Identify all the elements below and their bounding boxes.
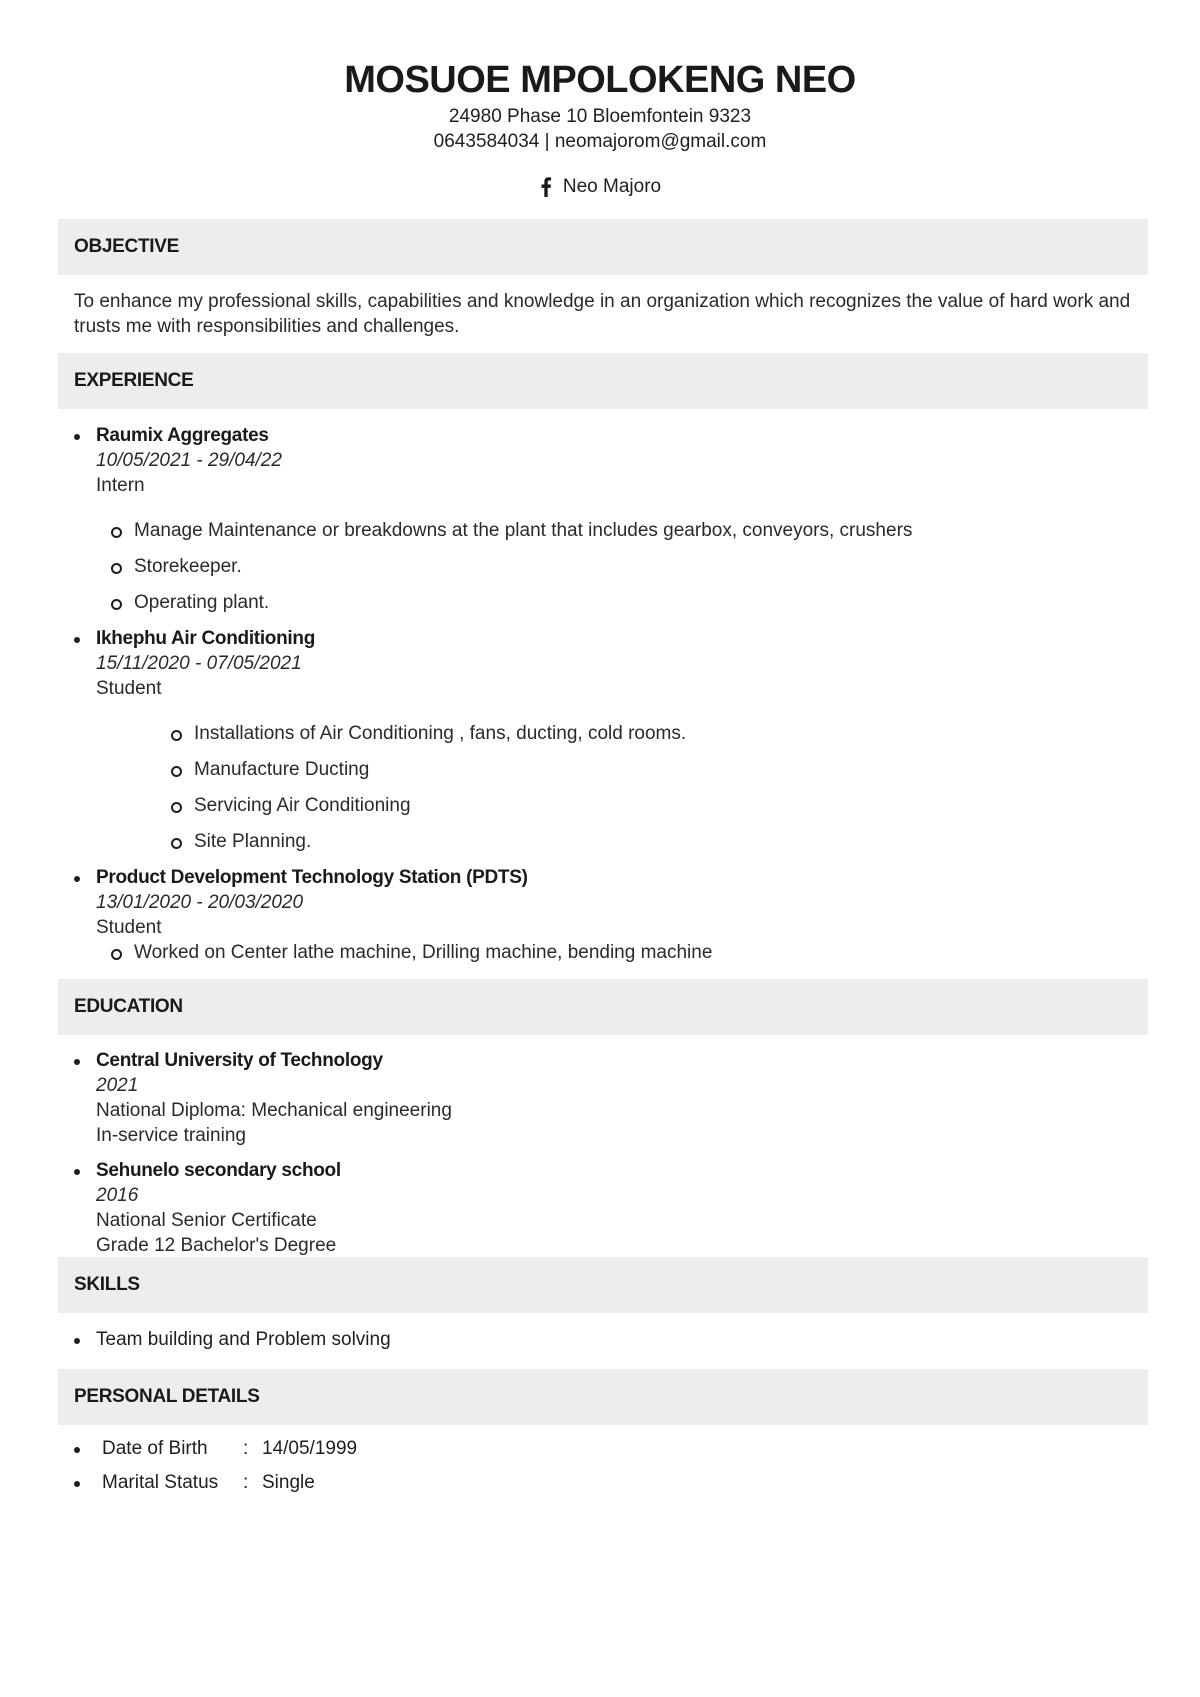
facebook-link[interactable]	[539, 174, 661, 199]
detail-separator: :	[243, 1438, 249, 1459]
company-name: Product Development Technology Station (PDTS)	[96, 867, 528, 888]
resume-header	[0, 56, 1200, 202]
skills-list	[74, 1327, 1144, 1352]
qualification-note: Grade 12 Bachelor's Degree	[96, 1235, 337, 1256]
facebook-name: Neo Majoro	[562, 176, 662, 197]
job-role: Student	[96, 917, 162, 938]
education-item	[74, 1048, 1144, 1148]
education-list	[74, 1048, 1144, 1258]
skill-item: Team building and Problem solving	[74, 1327, 1144, 1352]
section-title: EDUCATION	[74, 996, 183, 1017]
qualification-note: In-service training	[96, 1125, 246, 1146]
school-name: Central University of Technology	[96, 1050, 383, 1071]
employment-dates: 15/11/2020 - 07/05/2021	[96, 653, 302, 674]
company-name: Raumix Aggregates	[96, 425, 269, 446]
task-item: Manage Maintenance or breakdowns at the plant that includes gearbox, conveyors, crushers	[96, 518, 1144, 543]
personal-details-section-header	[58, 1369, 1148, 1425]
education-item	[74, 1158, 1144, 1258]
section-title: EXPERIENCE	[74, 370, 194, 391]
job-role: Student	[96, 678, 162, 699]
facebook-icon	[539, 177, 553, 197]
detail-separator: :	[243, 1472, 249, 1493]
section-title: PERSONAL DETAILS	[74, 1386, 260, 1407]
task-item: Operating plant.	[96, 590, 1144, 615]
school-name: Sehunelo secondary school	[96, 1160, 341, 1181]
detail-label: Marital Status	[102, 1472, 219, 1493]
education-year: 2016	[96, 1185, 139, 1206]
education-section-header	[58, 979, 1148, 1035]
qualification: National Diploma: Mechanical engineering	[96, 1100, 452, 1121]
contact-details: 0643584034 | neomajorom@gmail.com	[433, 131, 767, 152]
task-item: Storekeeper.	[96, 554, 1144, 579]
skills-section-header	[58, 1257, 1148, 1313]
task-item: Site Planning.	[96, 829, 1144, 854]
personal-details-list	[74, 1436, 1144, 1495]
experience-list	[74, 423, 1144, 1012]
detail-label: Date of Birth	[102, 1438, 208, 1459]
task-item: Worked on Center lathe machine, Drilling machine, bending machine	[96, 940, 1144, 965]
detail-value: Single	[262, 1472, 315, 1493]
qualification: National Senior Certificate	[96, 1210, 317, 1231]
address: 24980 Phase 10 Bloemfontein 9323	[448, 106, 752, 127]
job-role: Intern	[96, 475, 145, 496]
detail-row	[74, 1436, 1144, 1461]
education-year: 2021	[96, 1075, 139, 1096]
candidate-name: MOSUOE MPOLOKENG NEO	[344, 59, 856, 101]
section-title: OBJECTIVE	[74, 236, 179, 257]
employment-dates: 10/05/2021 - 29/04/22	[96, 450, 282, 471]
detail-row	[74, 1470, 1144, 1495]
task-item: Servicing Air Conditioning	[96, 793, 1144, 818]
experience-item	[74, 626, 1144, 854]
company-name: Ikhephu Air Conditioning	[96, 628, 316, 649]
task-item: Installations of Air Conditioning , fans, ducting, cold rooms.	[96, 721, 1144, 746]
objective-section-header	[58, 219, 1148, 275]
detail-value: 14/05/1999	[262, 1438, 358, 1459]
objective-text: To enhance my professional skills, capabilities and knowledge in an organization which recognizes the value of hard work and trusts me with responsibilities and challenges.	[74, 291, 1131, 337]
employment-dates: 13/01/2020 - 20/03/2020	[96, 892, 304, 913]
section-title: SKILLS	[74, 1274, 140, 1295]
experience-section-header	[58, 353, 1148, 409]
task-item: Manufacture Ducting	[96, 757, 1144, 782]
experience-item	[74, 423, 1144, 615]
